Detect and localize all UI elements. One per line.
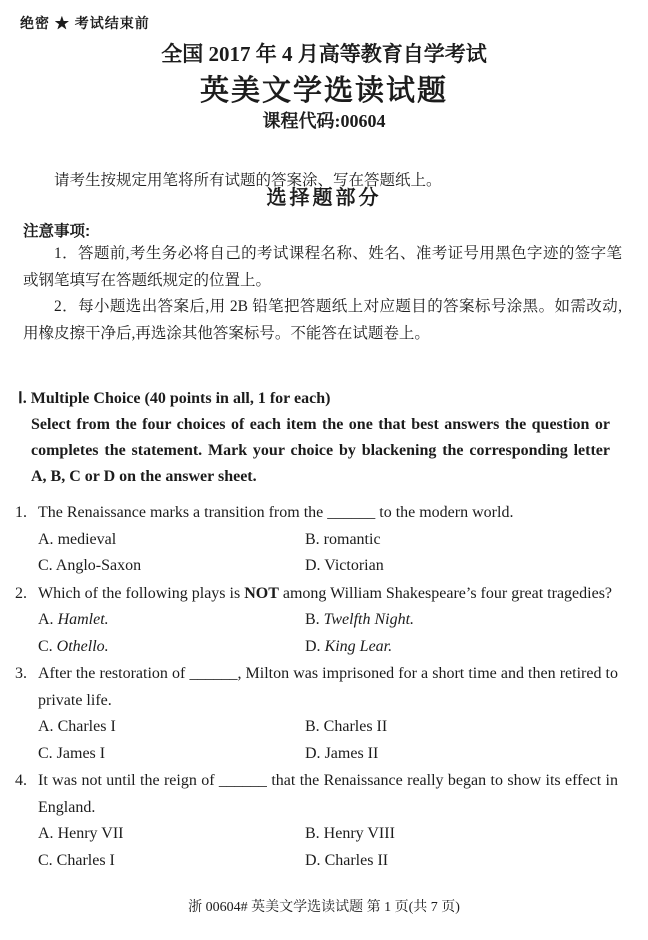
- options-grid: [38, 527, 618, 580]
- option-text: James II: [324, 744, 379, 762]
- question-row: [15, 500, 618, 527]
- paper-title: 英美文学选读试题: [199, 75, 448, 107]
- general-instruction: 请考生按规定用笔将所有试题的答案涂、写在答题纸上。: [54, 171, 442, 189]
- question-emphasis: NOT: [244, 584, 279, 602]
- question-row: [15, 581, 618, 608]
- question-number: 1.: [15, 504, 27, 521]
- option-text: Charles II: [323, 718, 388, 735]
- question-block: [15, 581, 618, 661]
- part-title: 选择题部分: [266, 187, 382, 209]
- option-text: Henry VIII: [323, 825, 395, 842]
- question-text: [38, 661, 618, 714]
- notice-item-2: 2．每小题选出答案后,用 2B 铅笔把答题纸上对应题目的答案标号涂黑。如需改动,用橡皮擦干净后,再选涂其他答案标号。不能答在试题卷上。: [23, 298, 622, 342]
- option-c: [38, 634, 305, 661]
- question-text: [38, 768, 618, 821]
- option-text: Henry VII: [57, 825, 124, 842]
- option-d: [305, 848, 618, 875]
- question-text-part: among William Shakespeare’s four great tragedies?: [278, 584, 613, 602]
- option-text: medieval: [57, 530, 117, 548]
- option-letter: A.: [38, 718, 58, 735]
- option-letter: C.: [38, 851, 57, 869]
- option-b: [305, 607, 618, 634]
- question-row: [15, 768, 618, 821]
- question-number: 2.: [15, 584, 27, 602]
- option-d: [305, 553, 618, 580]
- option-c: [38, 553, 305, 580]
- option-letter: D.: [305, 744, 325, 762]
- option-text: Charles I: [57, 718, 116, 735]
- options-grid: [38, 821, 618, 874]
- question-block: [15, 768, 618, 874]
- option-c: [38, 741, 305, 768]
- option-text: James I: [56, 744, 106, 762]
- option-text: Victorian: [324, 557, 384, 574]
- option-letter: D.: [305, 637, 325, 655]
- option-letter: B.: [305, 611, 324, 628]
- course-code: 课程代码:00604: [262, 111, 386, 131]
- question-text-part: Which of the following plays is: [38, 584, 245, 602]
- option-letter: B.: [305, 825, 324, 842]
- option-text: Hamlet.: [57, 611, 109, 628]
- option-a: [38, 527, 305, 554]
- option-letter: D.: [305, 851, 325, 869]
- option-letter: C.: [38, 557, 56, 574]
- question-number: 3.: [15, 665, 27, 682]
- question-text-part: After the restoration of ______, Milton was imprisoned for a short time and then retired to private life.: [38, 665, 618, 709]
- option-text: Twelfth Night.: [323, 611, 415, 628]
- notice-title: 注意事项:: [23, 223, 91, 240]
- section-instruction: Select from the four choices of each item the one that best answers the question or completes the statement. Mark your choice by blackening the corresponding letter A, B, C or D on the answer sheet.: [31, 416, 610, 485]
- option-b: [305, 527, 618, 554]
- question-text: [38, 500, 618, 527]
- option-text: Othello.: [56, 637, 109, 655]
- option-letter: D.: [305, 557, 325, 574]
- options-grid: [38, 607, 618, 660]
- question-text-part: The Renaissance marks a transition from the ______ to the modern world.: [38, 504, 514, 521]
- options-grid: [38, 714, 618, 767]
- option-b: [305, 714, 618, 741]
- option-letter: B.: [305, 530, 324, 548]
- option-b: [305, 821, 618, 848]
- option-text: romantic: [323, 530, 381, 548]
- option-text: Charles I: [56, 851, 115, 869]
- option-a: [38, 714, 305, 741]
- option-letter: A.: [38, 825, 58, 842]
- option-text: Anglo-Saxon: [55, 557, 142, 574]
- option-d: [305, 741, 618, 768]
- option-d: [305, 634, 618, 661]
- option-letter: A.: [38, 530, 58, 548]
- page-footer: 浙 00604# 英美文学选读试题 第 1 页(共 7 页): [188, 900, 460, 915]
- notice-item-1: 1．答题前,考生务必将自己的考试课程名称、姓名、准考证号用黑色字迹的签字笔或钢笔填写在答题纸规定的位置上。: [23, 245, 622, 289]
- question-text-part: It was not until the reign of ______ that the Renaissance really began to show its effect in England.: [38, 772, 618, 816]
- option-letter: C.: [38, 637, 57, 655]
- notices: [23, 241, 622, 347]
- option-text: Charles II: [324, 851, 389, 869]
- questions-list: [15, 500, 618, 875]
- question-number: 4.: [15, 772, 27, 789]
- question-block: [15, 500, 618, 580]
- option-c: [38, 848, 305, 875]
- section-heading: Ⅰ. Multiple Choice (40 points in all, 1 for each): [18, 390, 331, 407]
- classification-banner: 绝密 ★ 考试结束前: [20, 15, 150, 31]
- option-a: [38, 607, 305, 634]
- option-text: King Lear.: [324, 637, 393, 655]
- question-text: [38, 581, 618, 608]
- question-row: [15, 661, 618, 714]
- option-letter: C.: [38, 744, 57, 762]
- exam-title: 全国 2017 年 4 月高等教育自学考试: [161, 42, 487, 66]
- question-block: [15, 661, 618, 767]
- option-letter: A.: [38, 611, 58, 628]
- option-a: [38, 821, 305, 848]
- option-letter: B.: [305, 718, 324, 735]
